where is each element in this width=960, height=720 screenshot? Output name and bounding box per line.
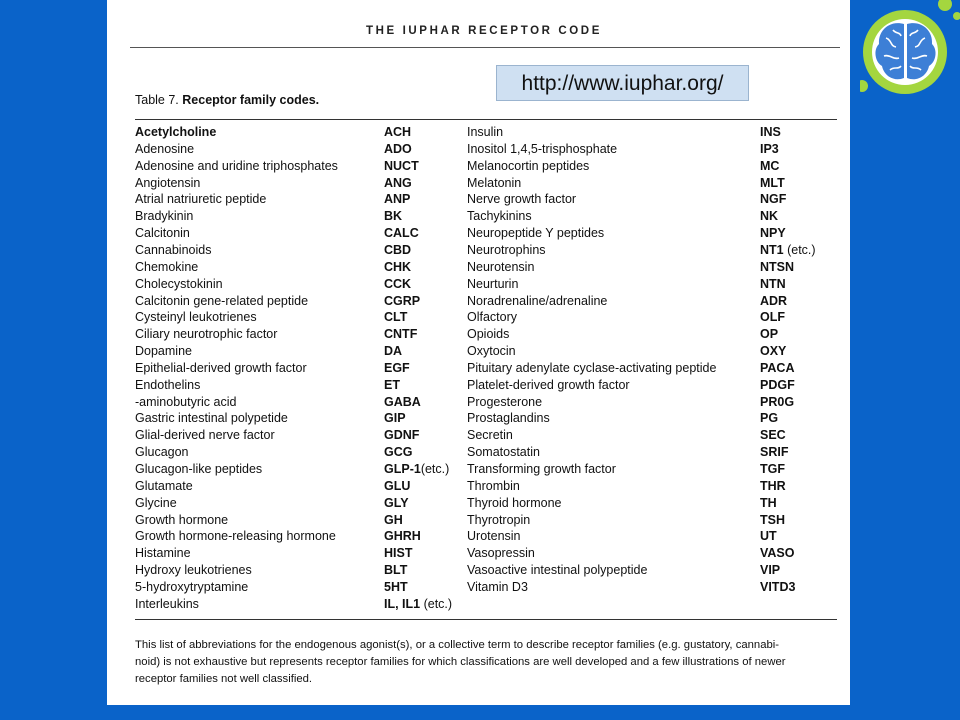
receptor-name: -aminobutyric acid	[135, 394, 237, 409]
receptor-name: Epithelial-derived growth factor	[135, 360, 307, 375]
receptor-name: Chemokine	[135, 259, 199, 274]
receptor-code	[760, 208, 778, 225]
code-text: OLF	[760, 310, 785, 325]
table-row	[107, 377, 850, 394]
receptor-code	[760, 528, 777, 545]
table-row	[107, 225, 850, 242]
code-etc: (etc.)	[420, 596, 453, 611]
code-text: CNTF	[384, 327, 418, 342]
code-text: INS	[760, 125, 781, 139]
code-text: GHRH	[384, 529, 421, 544]
table-row	[107, 444, 850, 461]
receptor-name: Pituitary adenylate cyclase-activating peptide	[467, 360, 717, 375]
receptor-code	[384, 461, 449, 478]
code-text: TH	[760, 495, 777, 510]
receptor-name: Cysteinyl leukotrienes	[135, 310, 257, 325]
receptor-code	[760, 158, 779, 175]
receptor-code	[760, 141, 779, 158]
receptor-name: Ciliary neurotrophic factor	[135, 327, 278, 342]
receptor-name: Growth hormone-releasing hormone	[135, 529, 336, 544]
receptor-code	[760, 410, 778, 427]
code-text: OP	[760, 327, 779, 342]
code-text: PG	[760, 411, 779, 426]
receptor-code	[384, 242, 411, 259]
receptor-name: Glucagon-like peptides	[135, 462, 263, 476]
receptor-name: Adenosine and uridine triphosphates	[135, 158, 338, 173]
receptor-name: Secretin	[467, 428, 513, 443]
code-text: CCK	[384, 276, 412, 291]
table-row	[107, 394, 850, 411]
receptor-code	[384, 141, 412, 158]
receptor-name: Oxytocin	[467, 344, 516, 359]
receptor-code	[384, 326, 417, 343]
receptor-name: Vasopressin	[467, 546, 535, 561]
receptor-name: Thyroid hormone	[467, 495, 562, 510]
receptor-name: Olfactory	[467, 310, 518, 325]
receptor-code	[760, 478, 786, 495]
code-text: IL, IL1	[384, 596, 421, 611]
receptor-name: Vitamin D3	[467, 579, 528, 594]
receptor-code	[760, 309, 785, 326]
receptor-code	[384, 512, 403, 529]
code-text: IP3	[760, 141, 779, 156]
receptor-name: Melanocortin peptides	[467, 158, 590, 173]
code-text: GLP-1	[384, 462, 421, 476]
receptor-name: Progesterone	[467, 394, 543, 409]
code-text: GLU	[384, 478, 411, 493]
code-text: PDGF	[760, 377, 795, 392]
receptor-name: Cholecystokinin	[135, 276, 223, 291]
code-text: GLY	[384, 495, 409, 510]
code-text: EGF	[384, 360, 410, 375]
table-row	[107, 596, 850, 613]
code-text: PACA	[760, 360, 795, 375]
code-text: BLT	[384, 563, 408, 578]
code-etc: (etc.)	[783, 242, 816, 257]
receptor-name: Adenosine	[135, 141, 195, 156]
table-row	[107, 528, 850, 545]
receptor-code	[384, 394, 421, 411]
receptor-code	[760, 394, 794, 411]
table-row	[107, 124, 850, 141]
receptor-name: Glutamate	[135, 478, 193, 493]
code-text: CHK	[384, 259, 412, 274]
receptor-name: Neurotensin	[467, 259, 535, 274]
footnote-line: This list of abbreviations for the endogenous agonist(s), or a collective term to describe receptor families (e.g. gustatory, cannabi-	[135, 639, 780, 651]
receptor-name: Gastric intestinal polypetide	[135, 411, 288, 426]
code-text: MC	[760, 158, 780, 173]
receptor-name: Cannabinoids	[135, 242, 212, 257]
receptor-code	[384, 579, 408, 596]
receptor-code	[760, 191, 786, 208]
code-text: TGF	[760, 462, 785, 476]
receptor-code	[760, 512, 785, 529]
receptor-code	[760, 276, 786, 293]
receptor-name: Angiotensin	[135, 175, 201, 190]
table-row	[107, 309, 850, 326]
receptor-code	[760, 461, 785, 478]
receptor-code	[760, 545, 795, 562]
running-header: THE IUPHAR RECEPTOR CODE	[366, 25, 602, 37]
brain-icon	[860, 0, 960, 100]
receptor-code	[384, 309, 407, 326]
receptor-name: Neurotrophins	[467, 242, 546, 257]
code-text: ADR	[760, 293, 788, 308]
receptor-name: Opioids	[467, 327, 510, 342]
receptor-code	[384, 124, 411, 141]
code-text: NPY	[760, 226, 786, 241]
table-row	[107, 326, 850, 343]
table-row	[107, 158, 850, 175]
code-text: NK	[760, 209, 779, 224]
receptor-name: Growth hormone	[135, 512, 229, 527]
code-text: ANP	[384, 192, 411, 207]
code-text: VASO	[760, 546, 795, 561]
table-row	[107, 141, 850, 158]
receptor-code	[384, 175, 412, 192]
receptor-name: Atrial natriuretic peptide	[135, 192, 267, 207]
table-row	[107, 579, 850, 596]
receptor-name: Prostaglandins	[467, 411, 550, 426]
receptor-name: Calcitonin gene-related peptide	[135, 293, 309, 308]
receptor-code	[760, 242, 816, 259]
table-footnote	[135, 637, 840, 688]
code-text: GCG	[384, 445, 413, 460]
table-row	[107, 545, 850, 562]
receptor-code	[384, 495, 409, 512]
code-text: GIP	[384, 411, 406, 426]
receptor-code	[760, 293, 787, 310]
code-text: DA	[384, 344, 403, 359]
code-text: GDNF	[384, 428, 420, 443]
table-row	[107, 343, 850, 360]
receptor-code	[384, 360, 410, 377]
table-title: Receptor family codes.	[182, 93, 320, 107]
receptor-code	[760, 259, 794, 276]
code-text: OXY	[760, 344, 787, 359]
receptor-code	[760, 427, 786, 444]
receptor-code	[384, 293, 420, 310]
receptor-name: Glial-derived nerve factor	[135, 428, 275, 443]
code-text: ANG	[384, 175, 412, 190]
receptor-name: Urotensin	[467, 529, 521, 544]
code-text: CLT	[384, 310, 408, 325]
code-text: HIST	[384, 546, 413, 561]
receptor-name: Melatonin	[467, 175, 522, 190]
table-row	[107, 175, 850, 192]
receptor-code	[384, 596, 452, 613]
code-text: NUCT	[384, 158, 419, 173]
receptor-code	[384, 191, 410, 208]
receptor-name: Endothelins	[135, 377, 201, 392]
receptor-code	[760, 444, 788, 461]
table-row	[107, 259, 850, 276]
receptor-name: Thrombin	[467, 478, 520, 493]
receptor-code	[384, 427, 419, 444]
table-row	[107, 495, 850, 512]
receptor-code	[760, 377, 795, 394]
receptor-code	[384, 444, 412, 461]
receptor-name: Hydroxy leukotrienes	[135, 563, 252, 578]
receptor-code	[384, 276, 411, 293]
receptor-name: Thyrotropin	[467, 512, 531, 527]
table-row	[107, 242, 850, 259]
receptor-code	[384, 259, 411, 276]
receptor-code	[760, 579, 795, 596]
table-top-rule	[135, 119, 837, 120]
table-number: Table 7.	[135, 93, 179, 107]
receptor-code	[760, 326, 778, 343]
code-text: VIP	[760, 563, 781, 578]
code-text: ACH	[384, 125, 412, 139]
code-text: SRIF	[760, 445, 789, 460]
receptor-code	[384, 562, 407, 579]
receptor-name: Interleukins	[135, 596, 199, 611]
header-rule	[130, 47, 840, 48]
code-text: BK	[384, 209, 403, 224]
table-bottom-rule	[135, 619, 837, 620]
receptor-name: Nerve growth factor	[467, 192, 577, 207]
receptor-code	[384, 528, 421, 545]
table-row	[107, 427, 850, 444]
url-link[interactable]: http://www.iuphar.org/	[496, 65, 749, 101]
receptor-name: Noradrenaline/adrenaline	[467, 293, 608, 308]
receptor-code	[384, 343, 402, 360]
table-row	[107, 461, 850, 478]
receptor-code	[384, 208, 402, 225]
receptor-name: Neuropeptide Y peptides	[467, 226, 605, 241]
receptor-name: Somatostatin	[467, 445, 540, 460]
code-text: GABA	[384, 394, 421, 409]
receptor-name: Inositol 1,4,5-trisphosphate	[467, 141, 618, 156]
receptor-name: Dopamine	[135, 344, 192, 359]
receptor-name: Acetylcholine	[135, 125, 217, 139]
code-text: CALC	[384, 226, 419, 241]
receptor-code	[760, 495, 777, 512]
receptor-code	[384, 410, 406, 427]
receptor-code	[760, 124, 781, 141]
code-etc: (etc.)	[420, 462, 450, 476]
code-text: NGF	[760, 192, 787, 207]
receptor-name: Vasoactive intestinal polypeptide	[467, 563, 648, 578]
code-text: CBD	[384, 242, 412, 257]
receptor-code	[760, 175, 785, 192]
table-row	[107, 293, 850, 310]
table-row	[107, 191, 850, 208]
receptor-name: 5-hydroxytryptamine	[135, 579, 249, 594]
code-text: CGRP	[384, 293, 421, 308]
code-text: UT	[760, 529, 777, 544]
receptor-code	[384, 545, 412, 562]
receptor-code	[760, 562, 780, 579]
receptor-code	[384, 478, 410, 495]
table-row	[107, 562, 850, 579]
table-row	[107, 410, 850, 427]
table-row	[107, 276, 850, 293]
receptor-name: Bradykinin	[135, 209, 194, 224]
code-text: PR0G	[760, 394, 795, 409]
receptor-code	[384, 158, 419, 175]
code-text: TSH	[760, 512, 785, 527]
code-text: 5HT	[384, 579, 408, 594]
code-text: SEC	[760, 428, 786, 443]
receptor-code	[384, 377, 400, 394]
code-text: ET	[384, 377, 400, 392]
code-text: THR	[760, 478, 786, 493]
document-page	[107, 0, 850, 705]
table-row	[107, 208, 850, 225]
receptor-code	[760, 360, 795, 377]
receptor-name: Insulin	[467, 125, 504, 139]
code-text: MLT	[760, 175, 785, 190]
receptor-name: Histamine	[135, 546, 191, 561]
footnote-line: receptor families not well classified.	[135, 673, 313, 685]
receptor-name: Glycine	[135, 495, 177, 510]
code-text: NTSN	[760, 259, 795, 274]
receptor-name: Platelet-derived growth factor	[467, 377, 630, 392]
code-text: GH	[384, 512, 403, 527]
receptor-code	[384, 225, 419, 242]
table-row	[107, 512, 850, 529]
receptor-name: Glucagon	[135, 445, 189, 460]
receptor-name: Calcitonin	[135, 226, 190, 241]
receptor-name: Transforming growth factor	[467, 462, 616, 476]
code-text: NT1	[760, 242, 784, 257]
table-row	[107, 360, 850, 377]
table-row	[107, 478, 850, 495]
code-text: VITD3	[760, 579, 796, 594]
receptor-name: Tachykinins	[467, 209, 532, 224]
receptor-name: Neurturin	[467, 276, 519, 291]
footnote-line: noid) is not exhaustive but represents receptor families for which classifications are well developed and a few illustrations of newer	[135, 656, 786, 668]
code-text: NTN	[760, 276, 786, 291]
receptor-code	[760, 343, 786, 360]
code-text: ADO	[384, 141, 412, 156]
receptor-code	[760, 225, 786, 242]
table-caption	[135, 93, 319, 107]
